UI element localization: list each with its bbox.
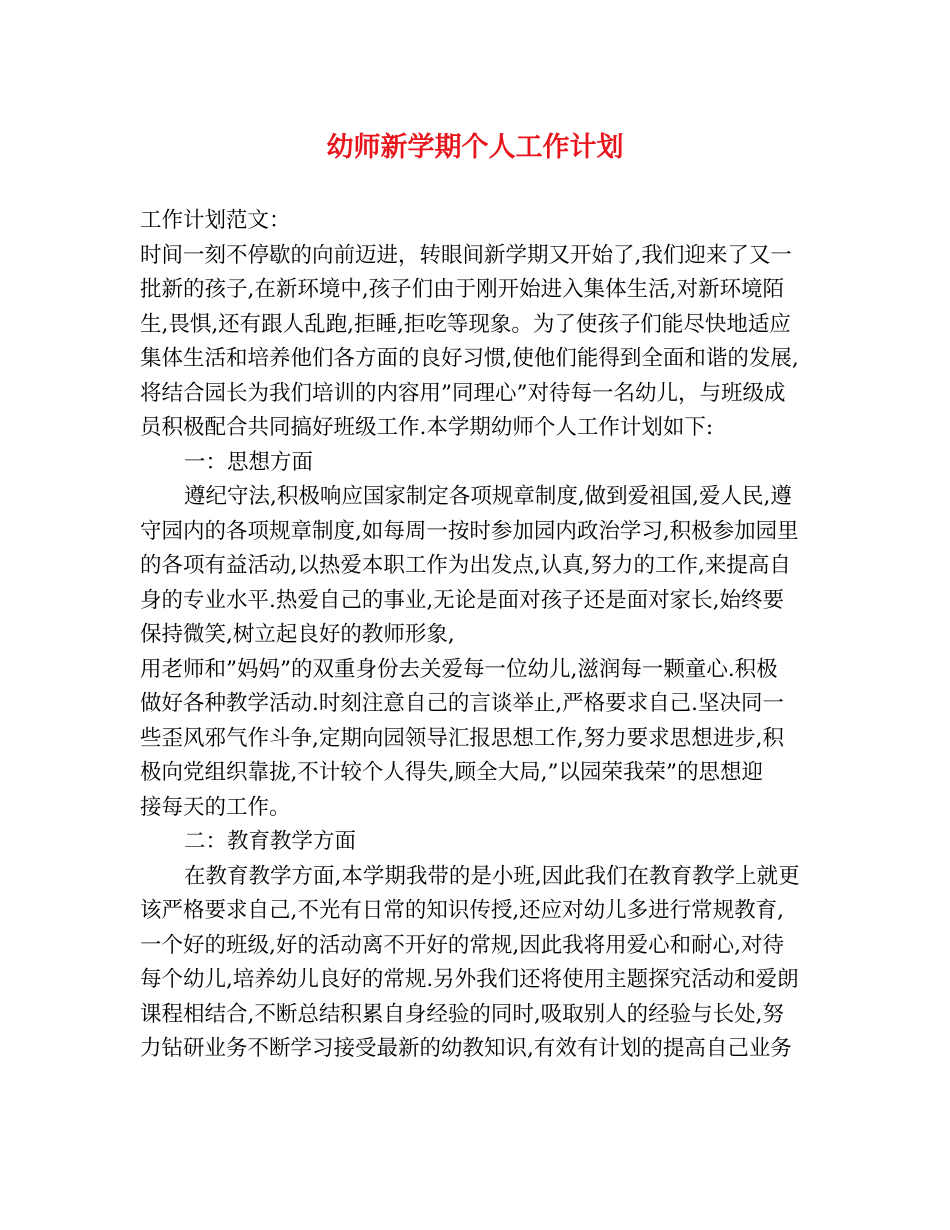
text-line: 每个幼儿,培养幼儿良好的常规.另外我们还将使用主题探究活动和爱朗 [140,967,799,992]
text-line: 集体生活和培养他们各方面的良好习惯,使他们能得到全面和谐的发展, [140,346,799,371]
text-line: 力钻研业务不断学习接受最新的幼教知识,有效有计划的提高自己业务 [140,1036,792,1061]
text-line: 将结合园长为我们培训的内容用”同理心”对待每一名幼儿，与班级成 [140,380,786,406]
text-line: 工作计划范文： [140,208,291,233]
text-line: 用老师和”妈妈”的双重身份去关爱每一位幼儿,滋润每一颗童心.积极 [140,656,778,682]
text-line: 遵纪守法,积极响应国家制定各项规章制度,做到爱祖国,爱人民,遵 [184,484,792,509]
text-line: 守园内的各项规章制度,如每周一按时参加园内政治学习,积极参加园里 [140,518,799,544]
text-line: 极向党组织靠拢,不计较个人得失,顾全大局,”以园荣我荣”的思想迎 [140,760,763,785]
document-body [140,204,820,1067]
text-line: 些歪风邪气作斗争,定期向园领导汇报思想工作,努力要求思想进步,积 [140,725,785,751]
page-title: 幼师新学期个人工作计划 [326,132,624,163]
text-line: 批新的孩子,在新环境中,孩子们由于刚开始进入集体生活,对新环境陌 [140,277,785,302]
text-line: 做好各种教学活动.时刻注意自己的言谈举止,严格要求自己.坚决同一 [140,691,785,716]
text-line: 员积极配合共同搞好班级工作.本学期幼师个人工作计划如下: [140,415,714,440]
text-line: 一个好的班级,好的活动离不开好的常规,因此我将用爱心和耐心,对待 [140,932,785,958]
text-line: 的各项有益活动,以热爱本职工作为出发点,认真,努力的工作,来提高自 [140,553,791,578]
text-line: 身的专业水平.热爱自己的事业,无论是面对孩子还是面对家长,始终要 [140,587,785,613]
text-line: 时间一刻不停歇的向前迈进，转眼间新学期又开始了,我们迎来了又一 [140,242,792,268]
section-heading: 一：思想方面 [184,449,314,475]
section-heading: 二：教育教学方面 [184,829,357,854]
text-line: 接每天的工作。 [140,794,291,820]
text-line: 课程相结合,不断总结积累自身经验的同时,吸取别人的经验与长处,努 [140,1001,785,1027]
text-line: 保持微笑,树立起良好的教师形象, [140,622,455,647]
text-line: 该严格要求自己,不光有日常的知识传授,还应对幼儿多进行常规教育, [140,898,785,923]
text-line: 在教育教学方面,本学期我带的是小班,因此我们在教育教学上就更 [184,863,800,889]
text-line: 生,畏惧,还有跟人乱跑,拒睡,拒吃等现象。为了使孩子们能尽快地适应 [140,311,791,337]
